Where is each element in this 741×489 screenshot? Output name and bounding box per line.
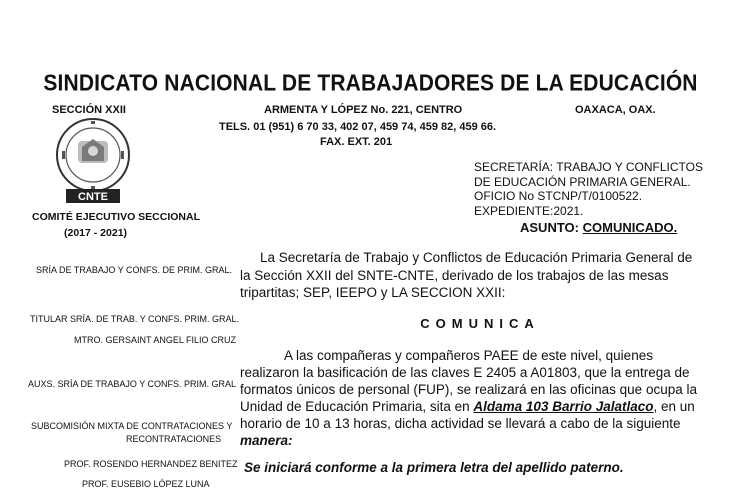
sidebar-item-secretaria: SRÍA DE TRABAJO Y CONFS. DE PRIM. GRAL. xyxy=(36,265,233,275)
sidebar-item-titular: TITULAR SRÍA. DE TRAB. Y CONFS. PRIM. GRAL. xyxy=(30,314,240,324)
asunto-value: COMUNICADO. xyxy=(582,220,678,235)
main-paragraph xyxy=(240,347,720,449)
intro-paragraph xyxy=(240,249,720,302)
memo-department: DE EDUCACIÓN PRIMARIA GENERAL. xyxy=(474,174,691,189)
fax-line: FAX. EXT. 201 xyxy=(320,136,393,148)
memo-secretaria: SECRETARÍA: TRABAJO Y CONFLICTOS xyxy=(474,160,703,174)
memo-block xyxy=(474,160,703,218)
intro-line-2: la Sección XXII del SNTE-CNTE, derivado de los trabajos de las mesas xyxy=(240,267,669,283)
sidebar-name-lopez: PROF. EUSEBIO LÓPEZ LUNA xyxy=(82,479,210,489)
closing-line: Se iniciará conforme a la primera letra del apellido paterno. xyxy=(244,460,624,475)
memo-oficio: OFICIO No STCNP/T/0100522. xyxy=(474,189,643,203)
para-line-4c: , en un xyxy=(653,399,695,414)
union-seal-logo xyxy=(52,117,134,205)
para-line-5: horario de 10 a 13 horas, dicha actividad se llevará a cabo de la siguiente xyxy=(240,416,681,431)
section-label: SECCIÓN XXII xyxy=(52,104,126,116)
sidebar-item-recontrataciones: RECONTRATACIONES xyxy=(126,434,222,444)
para-line-3: formatos únicos de personal (FUP), se realizará en las oficinas que ocupa la xyxy=(240,382,697,397)
sidebar-item-subcomision: SUBCOMISIÓN MIXTA DE CONTRATACIONES Y xyxy=(31,421,233,431)
intro-line-1: La Secretaría de Trabajo y Conflictos de Educación Primaria General de xyxy=(260,250,693,265)
committee-heading: COMITÉ EJECUTIVO SECCIONAL xyxy=(32,211,201,223)
phone-line: TELS. 01 (951) 6 70 33, 402 07, 459 74, 459 82, 459 66. xyxy=(219,121,497,133)
sidebar-name-filio: MTRO. GERSAINT ANGEL FILIO CRUZ xyxy=(74,335,237,345)
para-line-1: A las compañeras y compañeros PAEE de este nivel, quienes xyxy=(284,348,653,363)
memo-asunto xyxy=(520,220,677,235)
address-highlight: Aldama 103 Barrio Jalatlaco xyxy=(473,399,654,414)
para-line-4a: Unidad de Educación Primaria, sita en xyxy=(240,399,470,414)
para-line-6: manera: xyxy=(240,433,293,448)
seal-text: CNTE xyxy=(78,191,108,203)
para-line-4 xyxy=(240,398,720,415)
para-line-2: realizaron la basificación de las claves E 2405 a A01803, que la entrega de xyxy=(240,365,690,380)
comunica-heading: COMUNICA xyxy=(420,316,540,331)
memo-expediente: EXPEDIENTE:2021. xyxy=(474,203,584,218)
city-label: OAXACA, OAX. xyxy=(575,104,656,116)
sidebar-item-auxiliares: AUXS. SRÍA DE TRABAJO Y CONFS. PRIM. GRAL xyxy=(28,379,237,389)
sidebar-name-hernandez: PROF. ROSENDO HERNANDEZ BENITEZ xyxy=(64,459,238,469)
organization-title: SINDICATO NACIONAL DE TRABAJADORES DE LA EDUCACIÓN xyxy=(43,71,698,96)
asunto-label: ASUNTO: xyxy=(520,220,579,235)
committee-period: (2017 - 2021) xyxy=(64,227,128,239)
intro-line-3: tripartitas; SEP, IEEPO y LA SECCION XXII: xyxy=(240,285,506,300)
address-line: ARMENTA Y LÓPEZ No. 221, CENTRO xyxy=(264,104,463,116)
